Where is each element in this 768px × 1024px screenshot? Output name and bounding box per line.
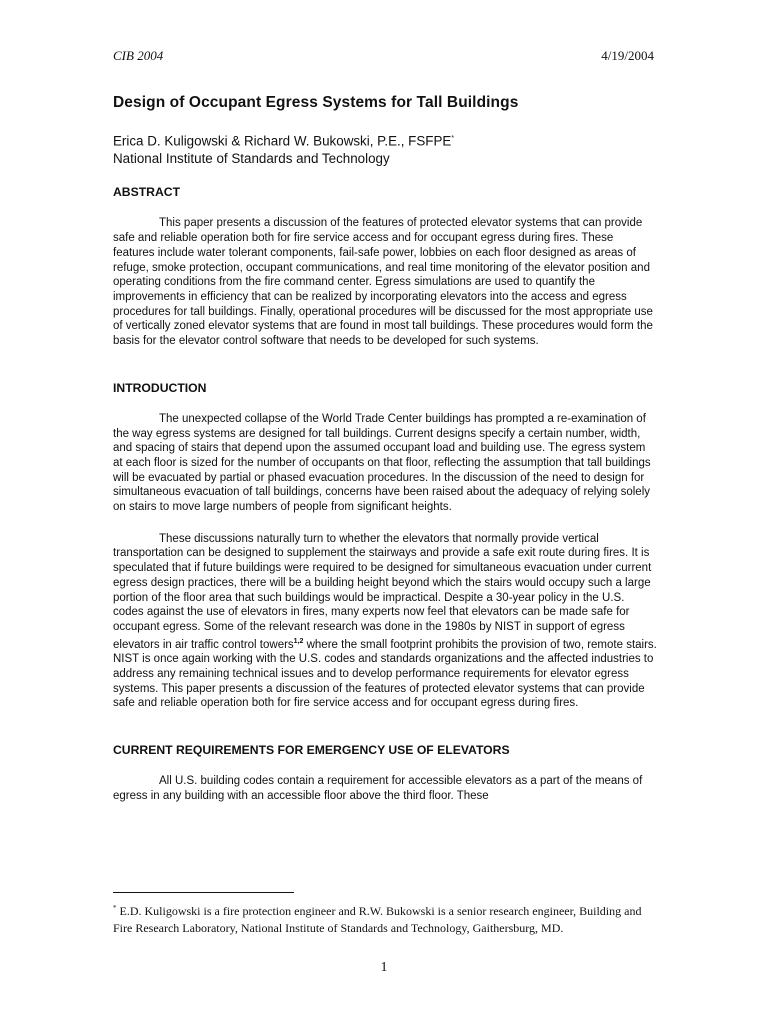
paragraph-text: These discussions naturally turn to whether the elevators that normally provide vertical transportation can be designed to supplement the stairways and provide a safe exit route during fires. It is speculated that if future buildings were required to be designed for simultaneous evacuation under current egress design practices, there will be a building height beyond which the stairs would occupy such a large portion of the floor area that such buildings would be impractical. Despite a 30-year policy in the U.S. codes against the use of elevators in fires, many experts now feel that elevators can be made safe for occupant egress. Some of the relevant research was done in the 1980s by NIST in support of egress elevators in air traffic control towers: [113, 532, 652, 651]
abstract-heading: ABSTRACT: [113, 185, 181, 200]
footnote-mark: *: [113, 904, 117, 912]
abstract-text: This paper presents a discussion of the features of protected elevator systems that can provide safe and reliable operation both for fire service access and for occupant egress during fires. These features include water tolerant components, fail-safe power, lobbies on each floor designed as areas of refuge, smoke protection, occupant communications, and real time monitoring of the elevator position and operating conditions from the fire command center. Egress simulations are used to quantify the improvements in efficiency that can be realized by incorporating elevators into the access and egress procedures for tall buildings. Finally, operational procedures will be discussed for the most appropriate use of vertically zoned elevator systems that are found in most tall buildings. These procedures would form the basis for the elevator control software that needs to be developed for such systems.: [113, 217, 653, 348]
running-header: [113, 48, 654, 64]
paper-title: Design of Occupant Egress Systems for Tall Buildings: [113, 94, 519, 111]
page-number: 1: [380, 960, 388, 975]
author-block: [113, 130, 657, 168]
introduction-paragraph-2: [113, 532, 657, 711]
footnote: [113, 900, 658, 937]
footnote-divider: [113, 892, 294, 893]
current-requirements-text: All U.S. building codes contain a requirement for accessible elevators as a part of the means of egress in any building with an accessible floor above the third floor. These: [113, 774, 643, 802]
header-date: 4/19/2004: [601, 48, 654, 63]
introduction-heading: INTRODUCTION: [113, 380, 207, 395]
paper-body: [113, 94, 657, 803]
reference-citation: 1,2: [293, 637, 304, 645]
paragraph-text: where the small footprint prohibits the provision of two, remote stairs. NIST is once again working with the U.S. codes and standards organizations and the affected industries to address any remaining technical issues and to develop performance requirements for elevator egress systems. This paper presents a discussion of the features of protected elevator systems that can provide safe and reliable operation both for fire service access and for occupant egress during fires.: [113, 638, 657, 710]
conference-label: CIB 2004: [113, 48, 164, 63]
introduction-paragraph-1: The unexpected collapse of the World Trade Center buildings has prompted a re-examination of the way egress systems are designed for tall buildings. Current designs specify a certain number, width, and spacing of stairs that depend upon the assumed occupant load and building use. The egress system at each floor is sized for the number of occupants on that floor, reflecting the assumption that tall buildings will be evacuated by partial or phased evacuation procedures. In the discussion of the need to design for simultaneous evacuation of tall buildings, concerns have been raised about the adequacy of relying solely on stairs to move large numbers of people from significant heights.: [113, 412, 651, 514]
footnote-text: E.D. Kuligowski is a fire protection engineer and R.W. Bukowski is a senior research engineer, Building and Fire Research Laboratory, National Institute of Standards and Technology, Gaithersburg, MD.: [113, 904, 642, 935]
author-footnote-mark: *: [451, 135, 455, 142]
current-requirements-heading: CURRENT REQUIREMENTS FOR EMERGENCY USE OF ELEVATORS: [113, 742, 510, 757]
affiliation: National Institute of Standards and Technology: [113, 151, 390, 167]
author-names: Erica D. Kuligowski & Richard W. Bukowski, P.E., FSFPE: [113, 133, 452, 149]
